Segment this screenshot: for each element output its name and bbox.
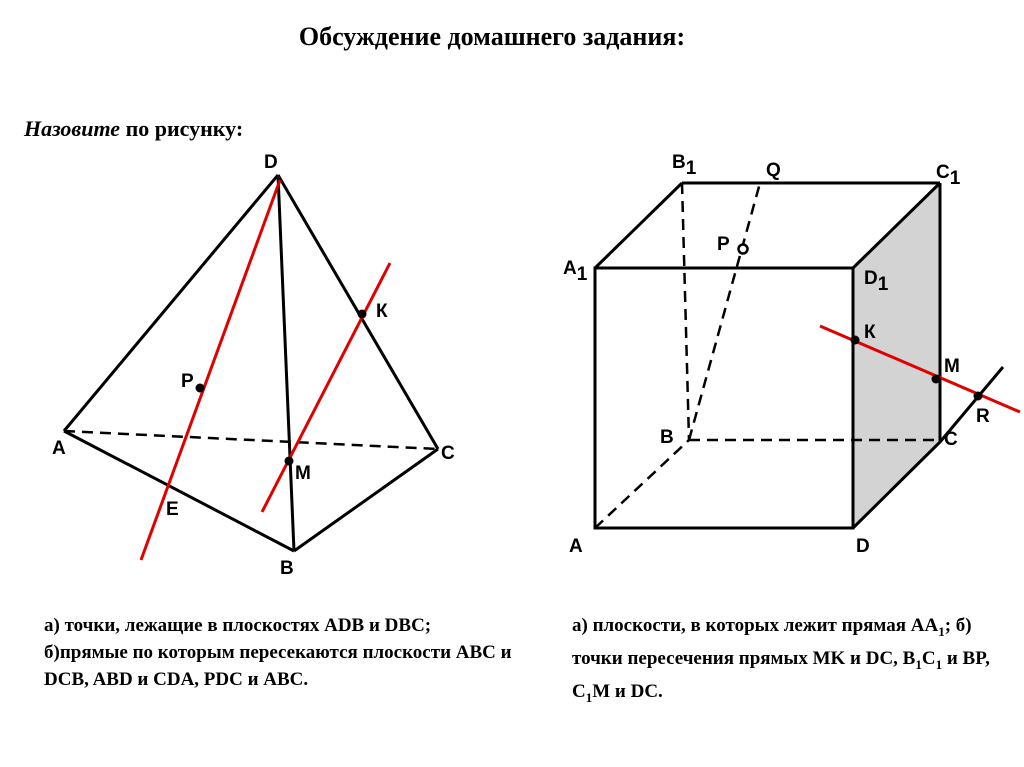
point-M-cube <box>932 375 941 384</box>
label-D-cube: D <box>856 536 870 557</box>
label-K: К <box>376 301 388 322</box>
prompt-rest: по рисунку: <box>120 116 244 141</box>
label-M-cube: M <box>944 356 960 377</box>
point-P-cube <box>739 245 748 254</box>
edge-AB <box>64 431 294 551</box>
label-R-cube: R <box>976 406 990 427</box>
edge-AC-hidden <box>64 431 438 449</box>
point-K-cube <box>851 336 860 345</box>
label-P: P <box>181 371 194 392</box>
task-left-text: а) точки, лежащие в плоскостях ADB и DBC; б)прямые по которым пересекаются плоскости ABC и DCB, ABD и CDA, PDC и ABC. <box>44 615 512 690</box>
label-A: A <box>52 438 66 459</box>
cube-front-face <box>595 268 853 528</box>
pyramid-figure <box>64 175 438 551</box>
label-B-cube: B <box>660 427 674 448</box>
label-C1: C1 <box>936 162 961 189</box>
edge-DA <box>64 175 278 431</box>
edge-DB <box>278 175 294 551</box>
label-A1: A1 <box>563 258 588 285</box>
point-R-cube <box>974 392 983 401</box>
label-M: M <box>295 463 311 484</box>
point-P <box>196 384 205 393</box>
label-K-cube: К <box>864 322 876 343</box>
label-C-cube: C <box>944 429 958 450</box>
edge-AB-hidden <box>595 440 689 528</box>
label-D: D <box>264 152 278 173</box>
page-title: Обсуждение домашнего задания: <box>298 22 686 51</box>
point-K <box>358 310 367 319</box>
edge-A1B1 <box>595 183 682 268</box>
label-P-cube: P <box>717 234 730 255</box>
line-BQ-hidden <box>689 183 760 440</box>
label-A-cube: A <box>569 536 583 557</box>
point-M <box>285 457 294 466</box>
label-B1: B1 <box>672 152 697 179</box>
label-C: C <box>441 443 455 464</box>
edge-B1B-hidden <box>682 183 689 440</box>
label-Q: Q <box>766 160 781 181</box>
prompt-italic: Назовите <box>24 116 121 141</box>
label-B: B <box>280 558 294 579</box>
cube-shaded-face <box>853 183 940 528</box>
red-line-KM <box>262 263 390 512</box>
edge-BC <box>294 449 438 551</box>
task-right-text: а) плоскости, в которых лежит прямая $AA_1$; б) точки пересечения прямых MK и DC, $B_1C_1$ и BP, $C_1M$ и DC. <box>572 615 990 705</box>
label-D1: D1 <box>864 268 889 295</box>
label-E: E <box>166 499 179 520</box>
red-line-DE <box>141 180 280 560</box>
